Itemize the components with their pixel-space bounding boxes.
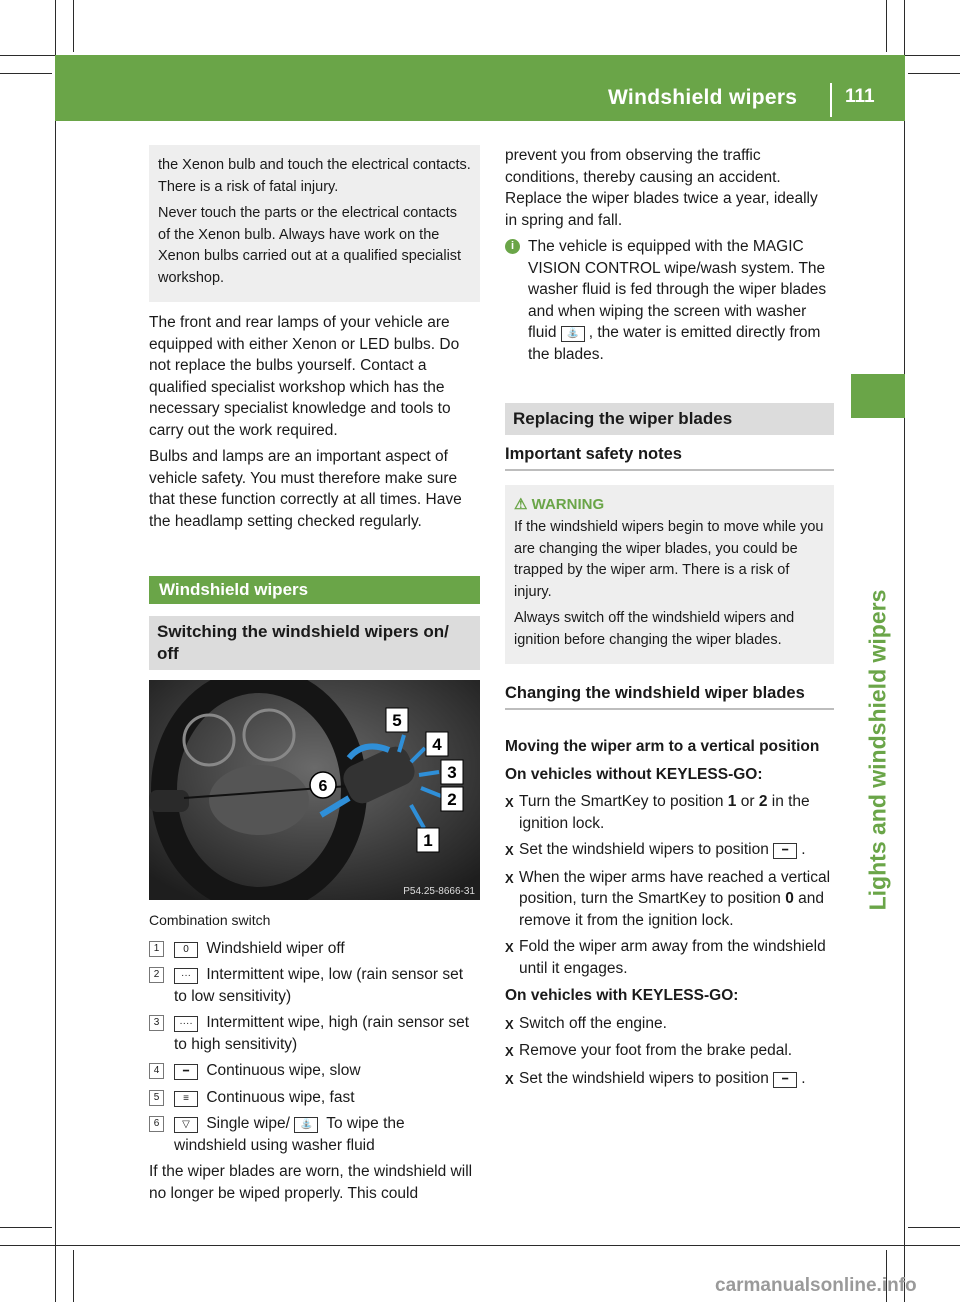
legend-text: Windshield wiper off <box>206 939 345 957</box>
subsection-heading: Changing the windshield wiper blades <box>505 684 834 710</box>
subsection-heading: Important safety notes <box>505 445 834 471</box>
figure-label: 4 <box>432 735 442 754</box>
legend-text: Intermittent wipe, low (rain sensor set to low sensitivity) <box>174 966 464 1005</box>
step-bullet-icon: X <box>505 843 514 858</box>
step-text: Fold the wiper arm away from the windshield until it engages. <box>519 938 826 977</box>
position-number: 1 <box>727 793 737 810</box>
note-paragraph: the Xenon bulb and touch the electrical contacts. There is a risk of fatal injury. <box>158 157 471 195</box>
step-bullet-icon: X <box>505 940 514 955</box>
instruction-step: X Set the windshield wipers to position ━ . <box>505 1068 834 1091</box>
combination-switch-figure <box>149 680 480 900</box>
single-wipe-icon: ▽ <box>174 1117 198 1133</box>
continuous-fast-icon: ≡ <box>174 1091 198 1107</box>
continuous-slow-icon: ━ <box>773 843 797 859</box>
legend-number: 6 <box>149 1116 164 1132</box>
washer-fluid-icon: ⛲ <box>561 326 585 342</box>
watermark: carmanualsonline.info <box>715 1275 917 1296</box>
step-bullet-icon: X <box>505 795 514 810</box>
procedure-condition: On vehicles with KEYLESS-GO: <box>505 987 739 1004</box>
info-note <box>505 236 834 365</box>
figure-label: 5 <box>392 711 402 730</box>
intermittent-low-icon: ··· <box>174 968 198 984</box>
warning-paragraph: If the windshield wipers begin to move while you are changing the wiper blades, you could be trapped by the wiper arm. There is a risk of injury. <box>514 519 824 600</box>
figure-caption: Combination switch <box>149 912 271 928</box>
instruction-step <box>505 1040 834 1063</box>
legend-text: Continuous wipe, slow <box>206 1062 361 1079</box>
page-number: 111 <box>845 86 875 107</box>
step-text: When the wiper arms have reached a vertical position, turn the SmartKey to position <box>519 868 831 907</box>
body-paragraph: Bulbs and lamps are an important aspect of vehicle safety. You must therefore make sure that these function correctly at all times. Have the headlamp setting checked regularly. <box>149 448 462 530</box>
info-text: The vehicle is equipped with the MAGIC VISION CONTROL wipe/wash system. The washer fluid is fed through the wiper blades and when wiping the screen with washer fluid <box>528 238 827 341</box>
procedure-title: Moving the wiper arm to a vertical position <box>505 738 820 755</box>
step-bullet-icon: X <box>505 1071 514 1087</box>
instruction-step <box>505 867 834 932</box>
warning-triangle-icon: ⚠ <box>514 496 528 513</box>
step-bullet-icon: X <box>505 870 514 886</box>
legend-number: 1 <box>149 941 164 957</box>
instruction-step <box>505 1013 834 1036</box>
step-text: Switch off the engine. <box>519 1014 667 1032</box>
step-text: Set the windshield wipers to position <box>519 1069 769 1087</box>
figure-label: 1 <box>423 831 433 850</box>
intermittent-high-icon: ···· <box>174 1016 198 1032</box>
position-number: 2 <box>758 793 768 810</box>
step-bullet-icon: X <box>505 1016 514 1032</box>
danger-note-continued <box>149 145 480 302</box>
instruction-step <box>505 936 834 979</box>
side-tab <box>851 374 905 418</box>
legend-item <box>149 1012 480 1055</box>
instruction-step: X Set the windshield wipers to position ━ . <box>505 839 834 862</box>
procedure-condition: On vehicles without KEYLESS-GO: <box>505 765 763 783</box>
section-heading: Windshield wipers <box>149 576 480 604</box>
side-chapter-label: Lights and windshield wipers <box>864 589 891 911</box>
step-bullet-icon: X <box>505 1044 514 1059</box>
figure-code: P54.25-8666-31 <box>403 886 475 897</box>
legend-item <box>149 964 480 1007</box>
legend-number: 5 <box>149 1090 164 1106</box>
step-text: Set the windshield wipers to position <box>519 841 769 858</box>
warning-paragraph: Always switch off the windshield wipers and ignition before changing the wiper blades. <box>514 610 795 648</box>
legend-text: Intermittent wipe, high (rain sensor set to high sensitivity) <box>174 1014 470 1053</box>
info-icon: i <box>505 239 520 254</box>
legend-item <box>149 1113 480 1156</box>
info-text: , the water is emitted directly from the blades. <box>528 324 821 363</box>
section-heading: Replacing the wiper blades <box>505 403 834 435</box>
legend-text: To wipe the windshield using washer fluid <box>174 1115 405 1154</box>
legend-number: 4 <box>149 1063 164 1079</box>
continuous-slow-icon: ━ <box>773 1072 797 1088</box>
legend-number: 2 <box>149 967 164 983</box>
warning-title: WARNING <box>531 496 605 513</box>
figure-label: 2 <box>447 790 457 809</box>
warning-box <box>505 485 834 664</box>
note-paragraph: Never touch the parts or the electrical contacts of the Xenon bulb. Always have work on the Xenon bulbs carried out at a qualified specialist workshop. <box>158 205 462 286</box>
step-text: in the ignition lock. <box>519 793 810 832</box>
legend-text: Single wipe/ <box>206 1115 290 1132</box>
position-number: 0 <box>785 890 794 907</box>
legend-number: 3 <box>149 1015 164 1031</box>
legend-item <box>149 1087 480 1109</box>
figure-label: 6 <box>318 778 328 795</box>
washer-fluid-icon: ⛲ <box>294 1117 318 1133</box>
body-paragraph: If the wiper blades are worn, the windshield will no longer be wiped properly. This could <box>149 1163 473 1202</box>
step-text: and remove it from the ignition lock. <box>519 890 825 929</box>
legend-item <box>149 1060 480 1082</box>
body-paragraph: The front and rear lamps of your vehicle are equipped with either Xenon or LED bulbs. Do not replace the bulbs yourself. Contact a qualified specialist workshop which has the necessary specialist knowledge and tools to carry out the work required. <box>149 314 460 439</box>
continuous-slow-icon: ━ <box>174 1064 198 1080</box>
step-text: Turn the SmartKey to position <box>519 793 728 810</box>
header-title: Windshield wipers <box>608 86 798 109</box>
left-column <box>149 145 480 1209</box>
figure-label: 3 <box>447 763 457 782</box>
wiper-off-icon: 0 <box>174 942 198 958</box>
step-text: or <box>736 793 759 810</box>
header-separator <box>830 83 832 117</box>
step-text: Remove your foot from the brake pedal. <box>519 1042 793 1059</box>
legend-text: Continuous wipe, fast <box>206 1088 355 1106</box>
instruction-step <box>505 791 834 834</box>
legend-item <box>149 938 480 960</box>
right-column <box>505 145 834 1095</box>
combination-switch-illustration <box>149 680 480 900</box>
body-paragraph: prevent you from observing the traffic conditions, thereby causing an accident. Replace the wiper blades twice a year, ideally in spring and fall. <box>505 147 818 229</box>
subsection-heading: Switching the windshield wipers on/ off <box>149 616 480 670</box>
